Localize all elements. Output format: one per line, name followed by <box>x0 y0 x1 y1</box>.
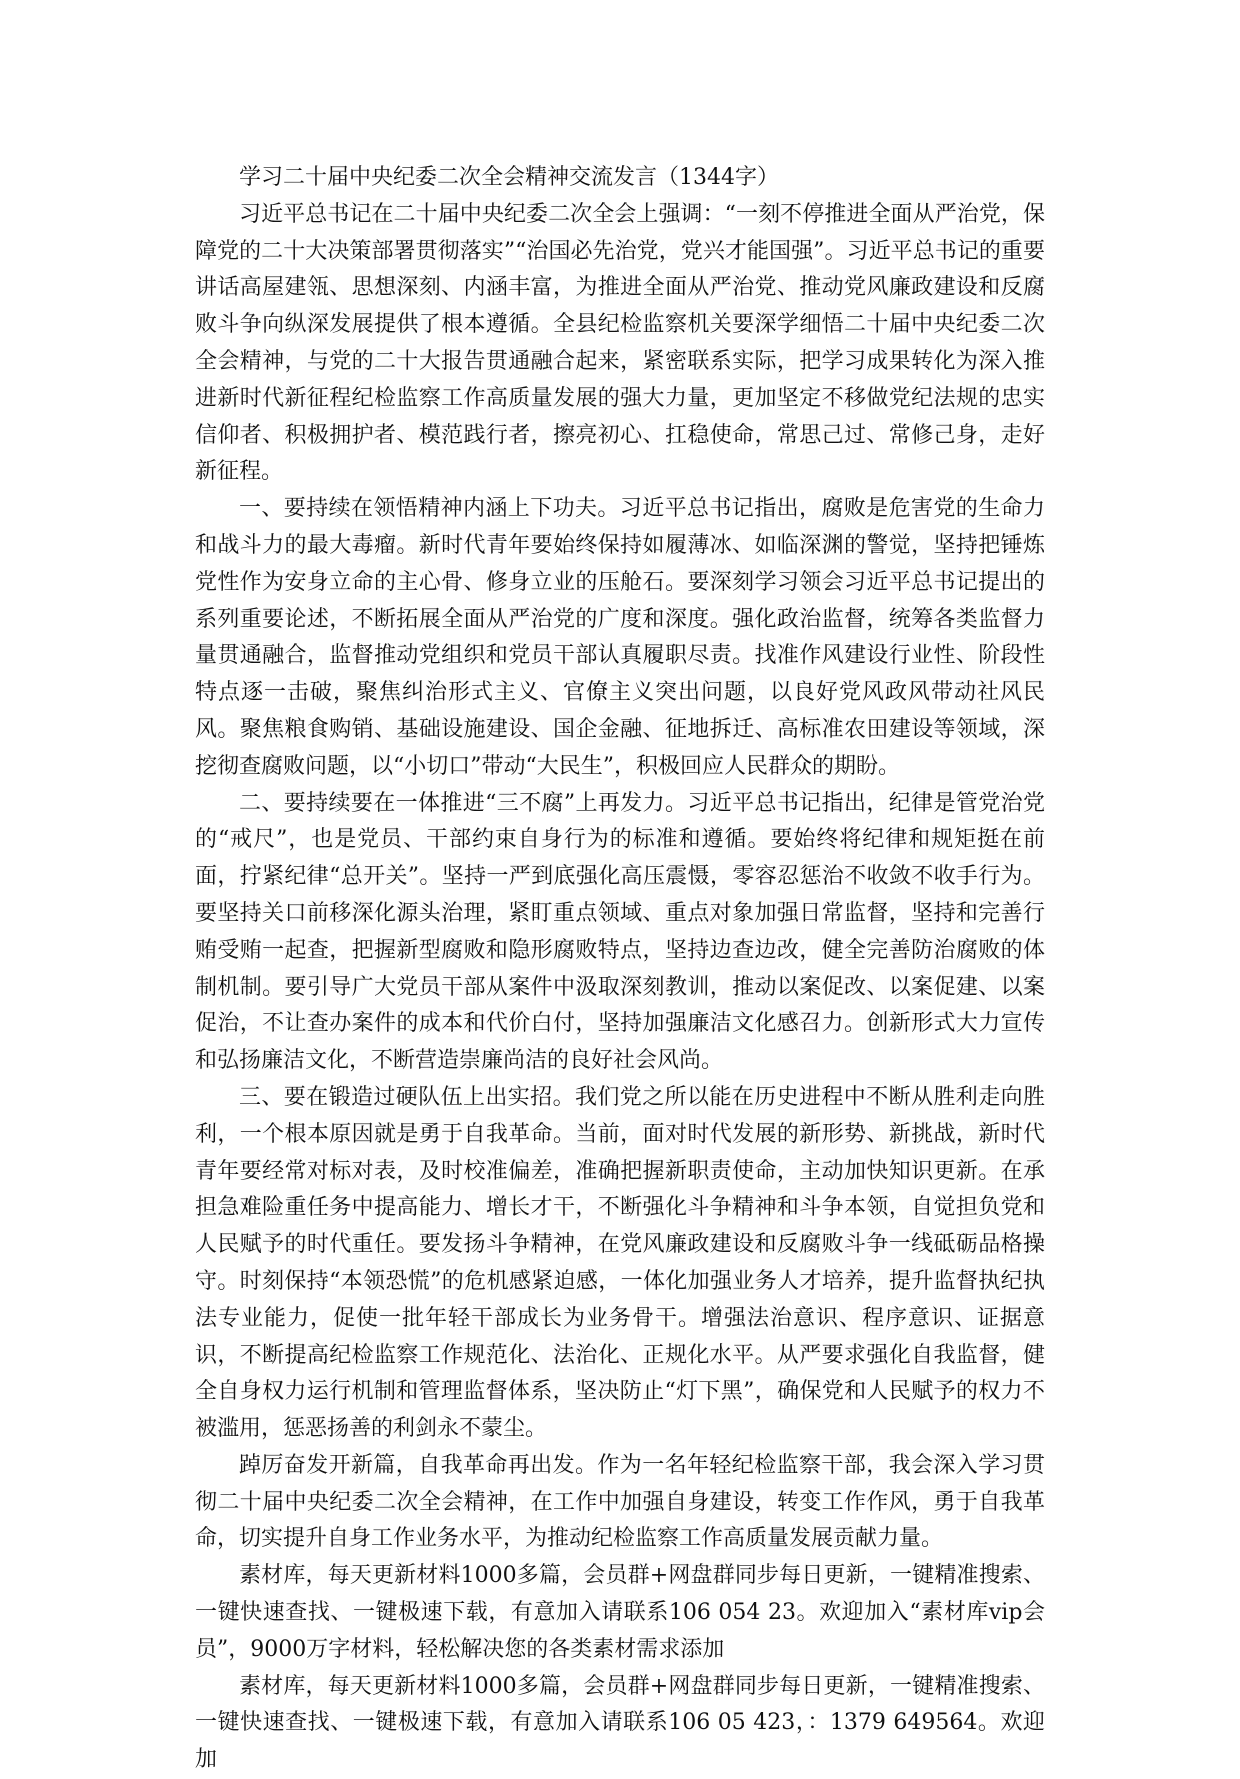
conclusion-paragraph: 踔厉奋发开新篇，自我革命再出发。作为一名年轻纪检监察干部，我会深入学习贯彻二十届中央纪委二次全会精神，在工作中加强自身建设，转变工作作风，勇于自我革命，切实提升自身工作业务水平，为推动纪检监察工作高质量发展贡献力量。 <box>195 1452 1045 1552</box>
document-title: 学习二十届中央纪委二次全会精神交流发言（1344字） <box>239 165 779 190</box>
promo-paragraph-repeat: 素材库，每天更新材料1000多篇，会员群+网盘群同步每日更新，一键精准搜索、一键快速查找、一键极速下载，有意加入请联系106 05 423，：1379 649564。欢迎加 <box>195 1673 1045 1773</box>
intro-paragraph: 习近平总书记在二十届中央纪委二次全会上强调：“一刻不停推进全面从严治党，保障党的二十大决策部署贯彻落实”“治国必先治党，党兴才能国强”。习近平总书记的重要讲话高屋建瓴、思想深刻、内涵丰富，为推进全面从严治党、推动党风廉政建设和反腐败斗争向纵深发展提供了根本遵循。全县纪检监察机关要深学细悟二十届中央纪委二次全会精神，与党的二十大报告贯通融合起来，紧密联系实际，把学习成果转化为深入推进新时代新征程纪检监察工作高质量发展的强大力量，更加坚定不移做党纪法规的忠实信仰者、积极拥护者、模范践行者，擦亮初心、扛稳使命，常思己过、常修己身，走好新征程。 <box>195 201 1045 485</box>
promo-paragraph: 素材库，每天更新材料1000多篇，会员群+网盘群同步每日更新，一键精准搜索、一键快速查找、一键极速下载，有意加入请联系106 054 23。欢迎加入“素材库vip会员”，9000万字材料，轻松解决您的各类素材需求添加 <box>195 1563 1045 1662</box>
section-one-paragraph: 一、要持续在领悟精神内涵上下功夫。习近平总书记指出，腐败是危害党的生命力和战斗力的最大毒瘤。新时代青年要始终保持如履薄冰、如临深渊的警觉，坚持把锤炼党性作为安身立命的主心骨、修身立业的压舱石。要深刻学习领会习近平总书记提出的系列重要论述，不断拓展全面从严治党的广度和深度。强化政治监督，统筹各类监督力量贯通融合，监督推动党组织和党员干部认真履职尽责。找准作风建设行业性、阶段性特点逐一击破，聚焦纠治形式主义、官僚主义突出问题，以良好党风政风带动社风民风。聚焦粮食购销、基础设施建设、国企金融、征地拆迁、高标准农田建设等领域，深挖彻查腐败问题，以“小切口”带动“大民生”，积极回应人民群众的期盼。 <box>195 496 1045 779</box>
section-two-paragraph: 二、要持续要在一体推进“三不腐”上再发力。习近平总书记指出，纪律是管党治党的“戒尺”，也是党员、干部约束自身行为的标准和遵循。要始终将纪律和规矩挺在前面，拧紧纪律“总开关”。坚持一严到底强化高压震慑，零容忍惩治不收敛不收手行为。要坚持关口前移深化源头治理，紧盯重点领域、重点对象加强日常监督，坚持和完善行贿受贿一起查，把握新型腐败和隐形腐败特点，坚持边查边改，健全完善防治腐败的体制机制。要引导广大党员干部从案件中汲取深刻教训，推动以案促改、以案促建、以案促治，不让查办案件的成本和代价白付，坚持加强廉洁文化感召力。创新形式大力宣传和弘扬廉洁文化，不断营造崇廉尚洁的良好社会风尚。 <box>195 790 1045 1074</box>
section-three-paragraph: 三、要在锻造过硬队伍上出实招。我们党之所以能在历史进程中不断从胜利走向胜利，一个根本原因就是勇于自我革命。当前，面对时代发展的新形势、新挑战，新时代青年要经常对标对表，及时校准偏差，准确把握新职责使命，主动加快知识更新。在承担急难险重任务中提高能力、增长才干，不断强化斗争精神和斗争本领，自觉担负党和人民赋予的时代重任。要发扬斗争精神，在党风廉政建设和反腐败斗争一线砥砺品格操守。时刻保持“本领恐慌”的危机感紧迫感，一体化加强业务人才培养，提升监督执纪执法专业能力，促使一批年轻干部成长为业务骨干。增强法治意识、程序意识、证据意识，不断提高纪检监察工作规范化、法治化、正规化水平。从严要求强化自我监督，健全自身权力运行机制和管理监督体系，坚决防止“灯下黑”，确保党和人民赋予的权力不被滥用，惩恶扬善的利剑永不蒙尘。 <box>195 1084 1045 1442</box>
document-page <box>195 160 1045 1779</box>
